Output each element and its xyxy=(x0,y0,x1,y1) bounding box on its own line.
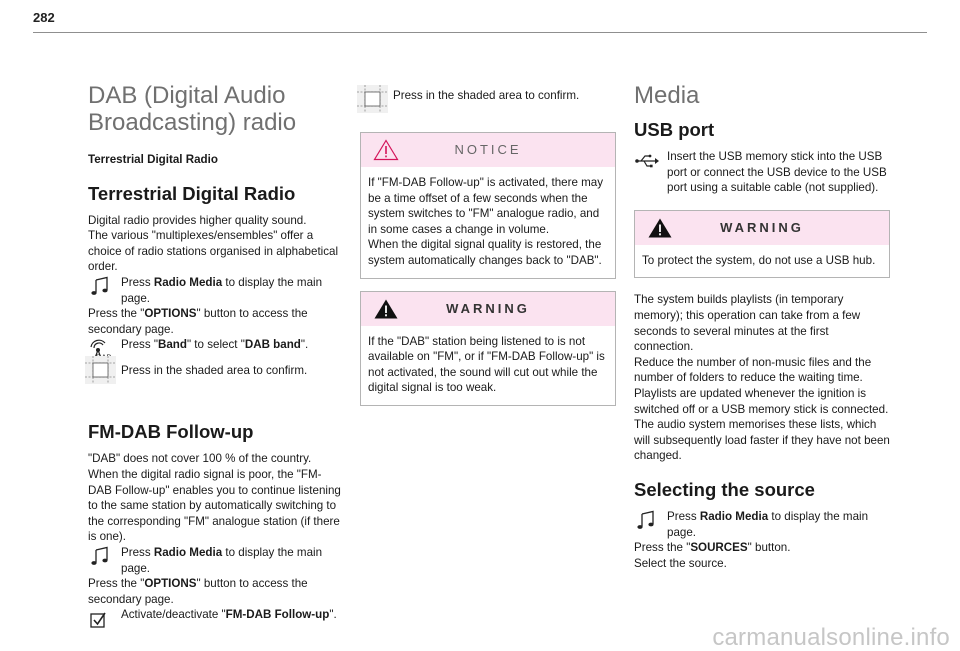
step-radio-media: Press Radio Media to display the main page. xyxy=(88,275,344,306)
notice-box xyxy=(360,132,616,279)
step-activate-follow-up: Activate/deactivate "FM-DAB Follow-up". xyxy=(88,607,344,623)
usb-icon xyxy=(634,150,660,172)
notice-header: NOTICE xyxy=(361,133,615,167)
column-dab xyxy=(88,82,344,623)
column-media xyxy=(634,82,890,571)
warning-triangle-icon xyxy=(373,298,399,320)
watermark: carmanualsonline.info xyxy=(712,624,950,651)
paragraph: Playlists are updated whenever the ignition is switched off or a USB memory stick is connected. The audio system memorises these lists, which will subsequently load faster if they have not been changed. xyxy=(634,386,890,463)
music-note-icon xyxy=(634,510,660,532)
step-radio-media: Press Radio Media to display the main page. xyxy=(88,545,344,576)
warning-box xyxy=(360,291,616,406)
shaded-area-grid-icon xyxy=(356,84,389,114)
checkbox-check-icon xyxy=(88,608,114,630)
step-band: Press "Band" to select "DAB band". xyxy=(88,337,344,353)
step-usb: Insert the USB memory stick into the USB port or connect the USB device to the USB port using a suitable cable (not supplied). xyxy=(634,149,890,196)
notice-triangle-icon xyxy=(373,139,399,161)
heading-usb-port: USB port xyxy=(634,119,715,140)
paragraph: When the digital radio signal is poor, the "FM-DAB Follow-up" enables you to continue listening to the same station by automatically switching to the corresponding "FM" analogue station (if there is one). xyxy=(88,467,341,544)
heading-terrestrial-digital-radio: Terrestrial Digital Radio xyxy=(88,182,296,204)
paragraph: The system builds playlists (in temporary memory); this operation can take from a few seconds to several minutes at the first connection. xyxy=(634,293,861,354)
warning-box xyxy=(634,210,890,279)
section-title-media: Media xyxy=(634,82,700,109)
music-note-icon xyxy=(88,546,114,568)
heading-fm-dab-follow-up: FM-DAB Follow-up xyxy=(88,421,254,443)
paragraph: Select the source. xyxy=(634,556,727,570)
shaded-area-grid-icon xyxy=(84,355,117,385)
music-note-icon xyxy=(88,276,114,298)
warning-triangle-icon xyxy=(647,217,673,239)
paragraph: The various "multiplexes/ensembles" offer a choice of radio stations organised in alphabetical order. xyxy=(88,229,339,274)
section-title-dab: DAB (Digital Audio Broadcasting) radio xyxy=(88,82,297,136)
heading-selecting-source: Selecting the source xyxy=(634,478,815,500)
page-number: 282 xyxy=(33,10,55,25)
subtitle-terrestrial: Terrestrial Digital Radio xyxy=(88,153,218,166)
warning-body: To protect the system, do not use a USB hub. xyxy=(642,253,876,267)
paragraph: "DAB" does not cover 100 % of the country. xyxy=(88,452,312,466)
paragraph: Press the "OPTIONS" button to access the secondary page. xyxy=(88,577,308,606)
column-notices xyxy=(360,82,616,406)
warning-header: WARNING xyxy=(635,211,889,245)
paragraph: Press the "SOURCES" button. xyxy=(634,541,791,555)
step-radio-media: Press Radio Media to display the main page. xyxy=(634,509,890,540)
paragraph: Reduce the number of non-music files and the number of folders to reduce the waiting time. xyxy=(634,355,872,385)
paragraph: Digital radio provides higher quality sound. xyxy=(88,213,307,227)
step-shaded-area: Press in the shaded area to confirm. xyxy=(360,82,616,132)
warning-header: WARNING xyxy=(361,292,615,326)
warning-body: If the "DAB" station being listened to is not available on "FM", or if "FM-DAB Follow-up" is not activated, the sound will cut out while the digital signal is too weak. xyxy=(368,334,605,395)
header-rule xyxy=(33,32,927,33)
step-shaded-area: Press in the shaded area to confirm. xyxy=(88,353,344,407)
notice-body: If "FM-DAB Follow-up" is activated, there may be a time offset of a few seconds when the system switches to "FM" analogue radio, and in some cases a change in volume. When the digital signal quality is restored, the system automatically changes back to "DAB". xyxy=(368,176,604,267)
paragraph: Press the "OPTIONS" button to access the secondary page. xyxy=(88,307,308,336)
